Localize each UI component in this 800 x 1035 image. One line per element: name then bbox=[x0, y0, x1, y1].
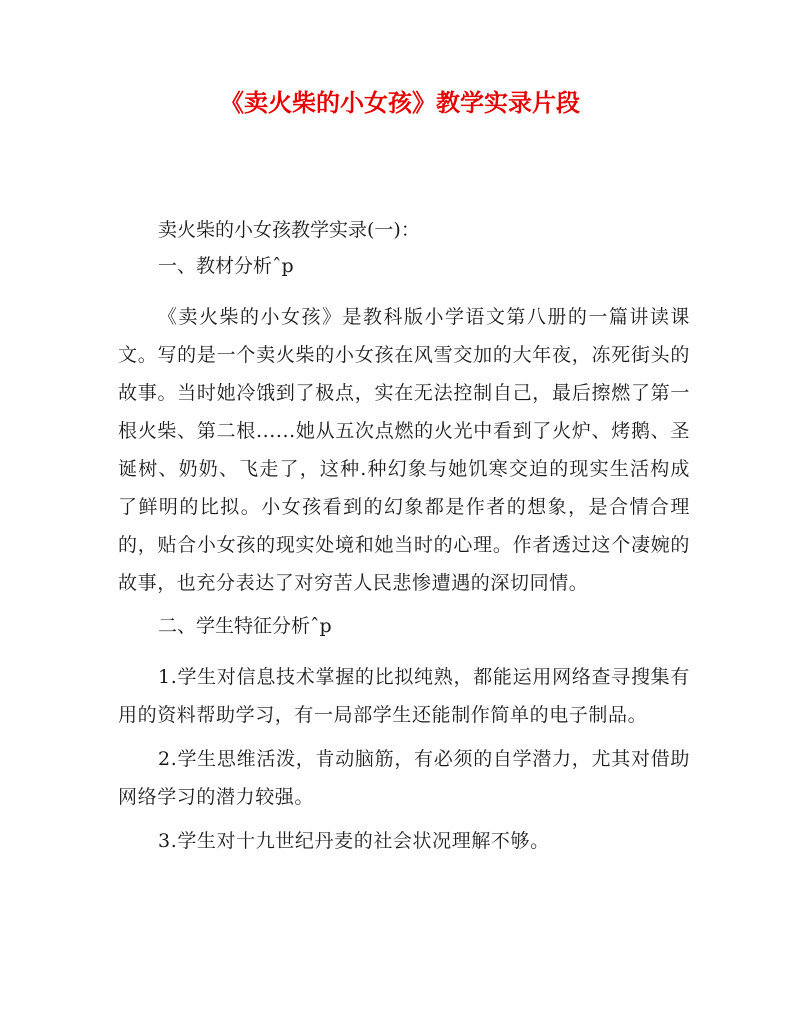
document-title: 《卖火柴的小女孩》教学实录片段 bbox=[220, 89, 580, 117]
section-heading-student-analysis: 二、学生特征分析ˆp bbox=[158, 615, 332, 637]
student-analysis-item-3: 3.学生对十九世纪丹麦的社会状况理解不够。 bbox=[158, 830, 550, 852]
student-analysis-item-1: 1.学生对信息技术掌握的比拟纯熟，都能运用网络查寻搜集有用的资料帮助学习，有一局部学生还能制作简单的电子制品。 bbox=[118, 666, 690, 726]
section-heading-textbook-analysis: 一、教材分析ˆp bbox=[158, 255, 294, 277]
student-analysis-item-2: 2.学生思维活泼，肯动脑筋，有必须的自学潜力，尤其对借助网络学习的潜力较强。 bbox=[118, 748, 690, 808]
main-heading: 卖火柴的小女孩教学实录(一)： bbox=[158, 219, 420, 241]
document-body bbox=[118, 212, 690, 860]
textbook-analysis-paragraph: 《卖火柴的小女孩》是教科版小学语文第八册的一篇讲读课文。写的是一个卖火柴的小女孩在风雪交加的大年夜，冻死街头的故事。当时她冷饿到了极点，实在无法控制自己，最后擦燃了第一根火柴、第二根......她从五次点燃的火光中看到了火炉、烤鹅、圣诞树、奶奶、飞走了，这种.种幻象与她饥寒交迫的现实生活构成了鲜明的比拟。小女孩看到的幻象都是作者的想象，是合情合理的，贴合小女孩的现实处境和她当时的心理。作者透过这个凄婉的故事，也充分表达了对穷苦人民悲惨遭遇的深切同情。 bbox=[118, 306, 690, 594]
